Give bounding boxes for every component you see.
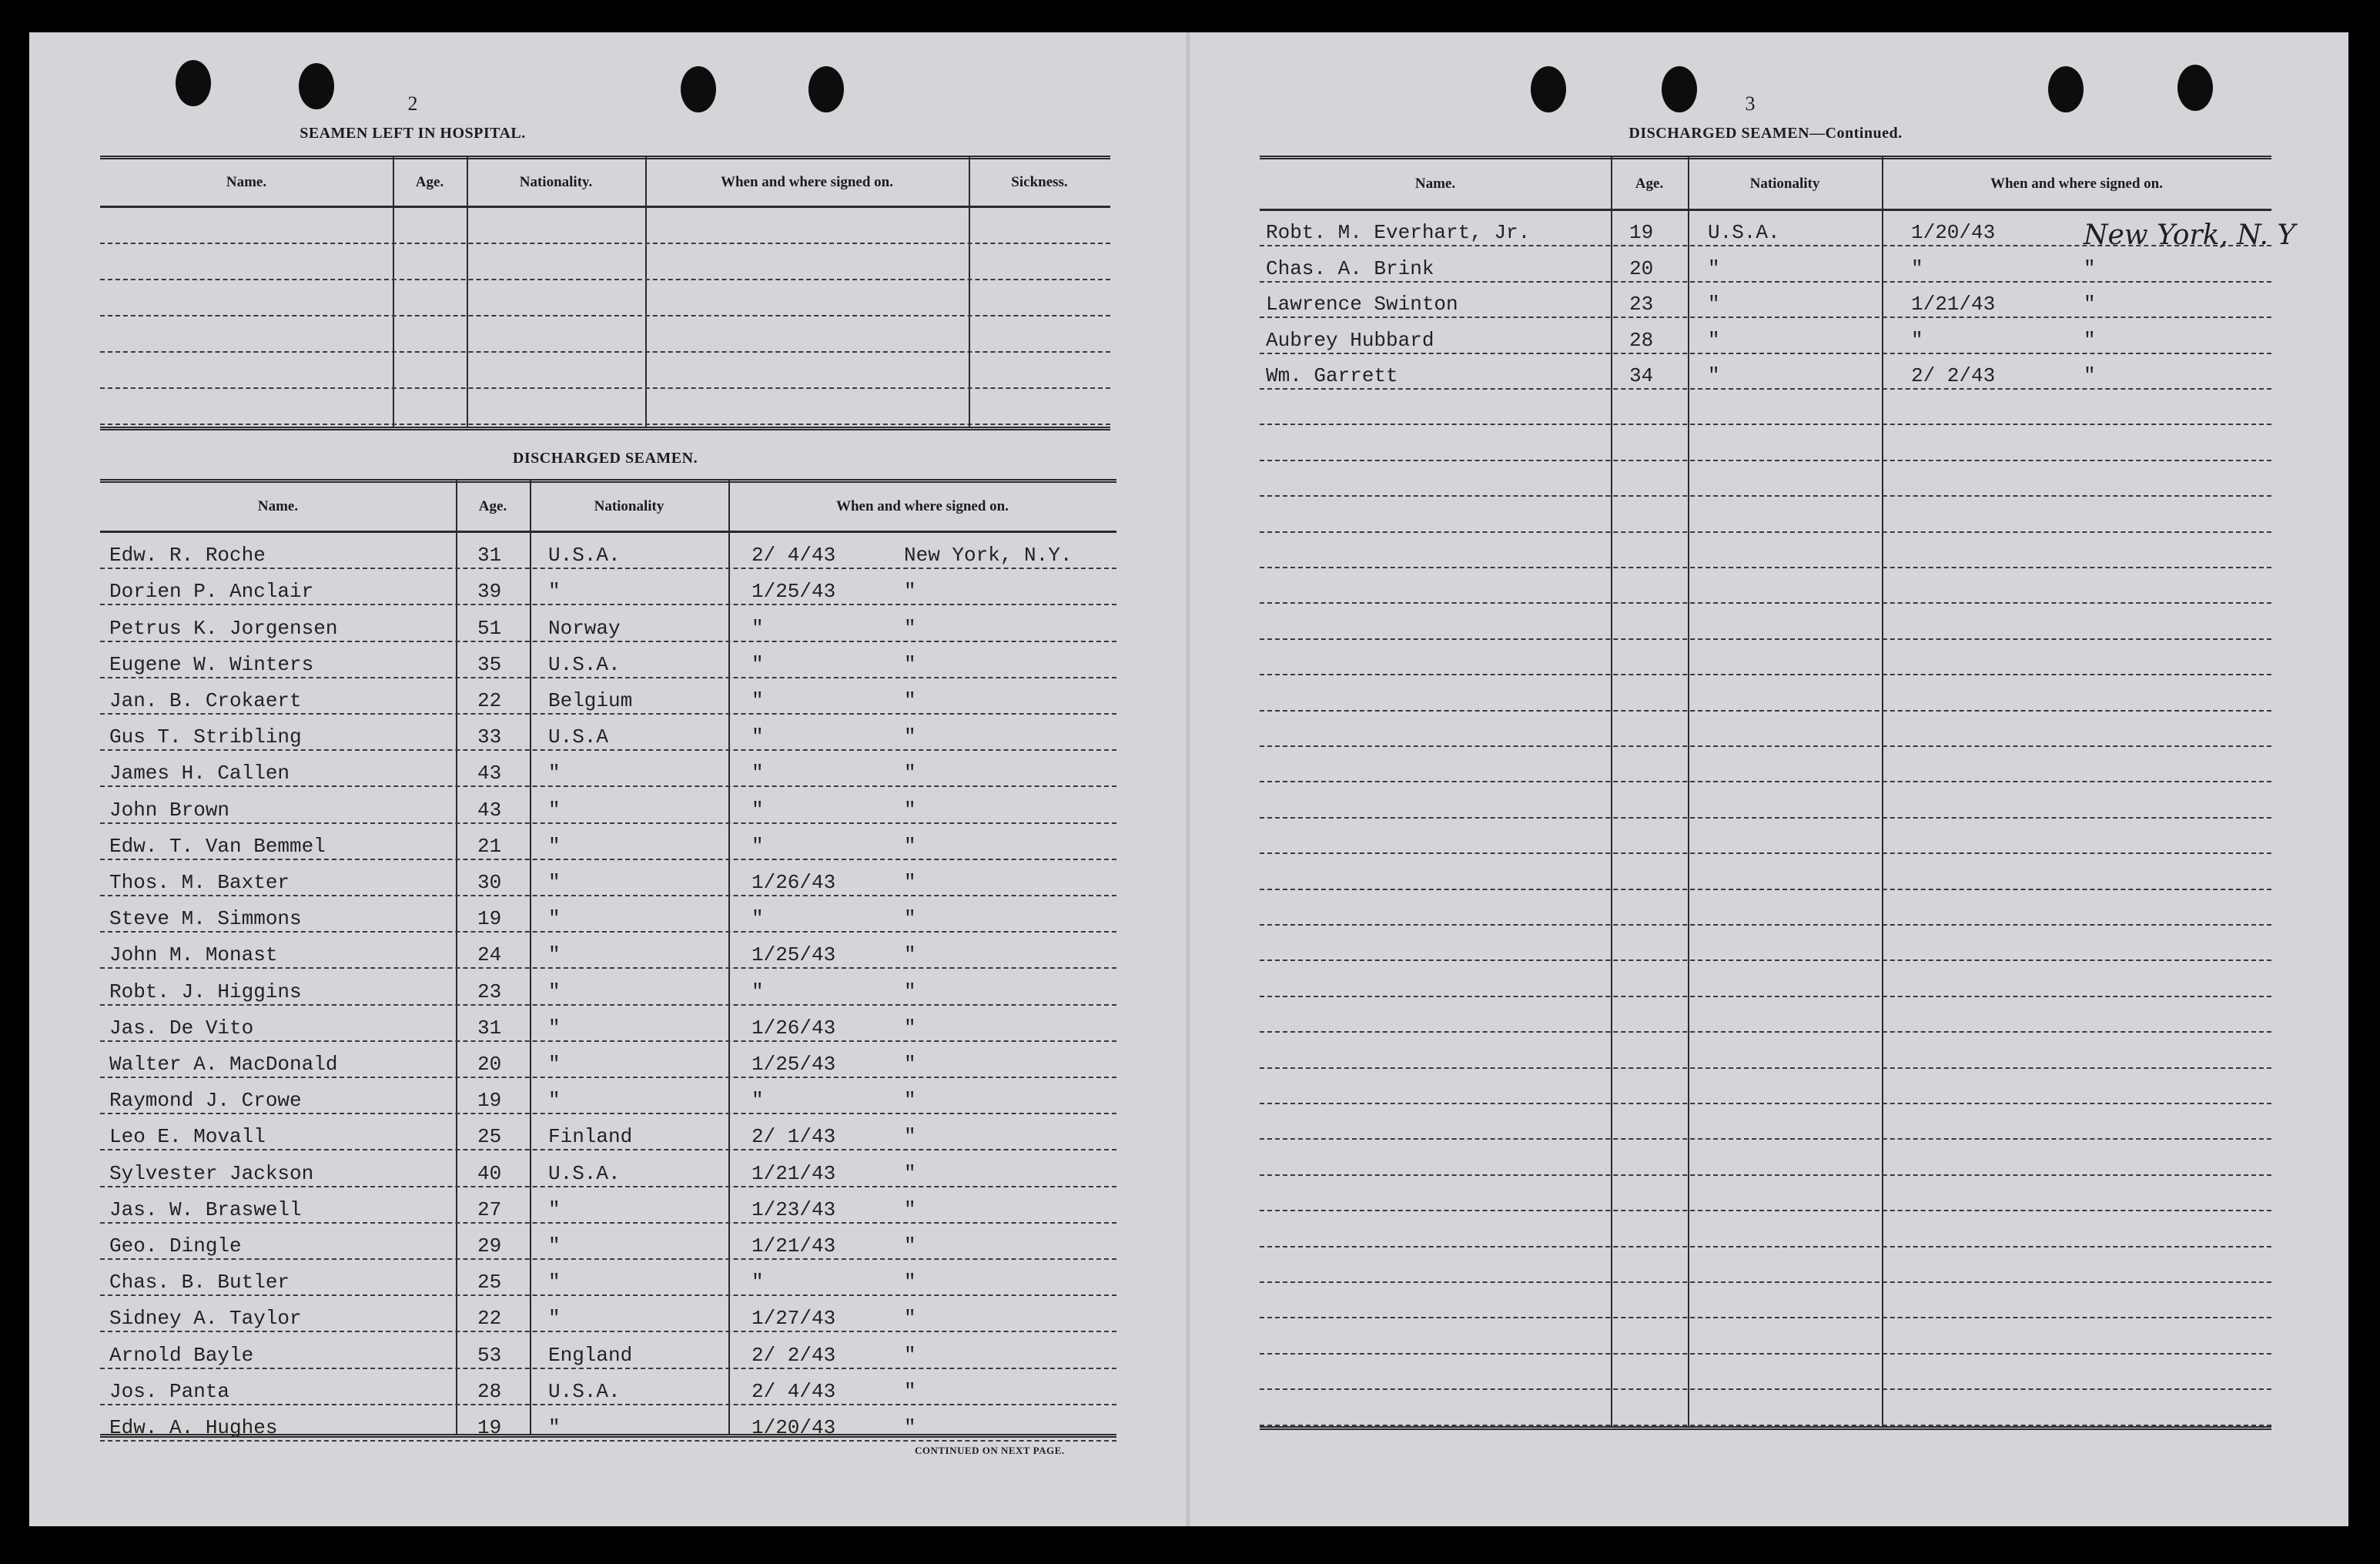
signed-on-date: 1/20/43 — [1911, 221, 1996, 245]
seaman-nationality: Belgium — [548, 688, 633, 712]
seaman-age: 20 — [477, 1052, 502, 1076]
continued-section-title: DISCHARGED SEAMEN—Continued. — [1629, 125, 1903, 142]
seaman-nationality: " — [548, 907, 561, 931]
seaman-age: 51 — [477, 616, 502, 640]
seaman-age: 53 — [477, 1343, 502, 1367]
seaman-name: Robt. J. Higgins — [109, 980, 302, 1003]
signed-on-date: " — [751, 834, 764, 858]
signed-on-date: 1/25/43 — [751, 1052, 836, 1076]
seaman-nationality: " — [548, 1271, 561, 1294]
seaman-name: Arnold Bayle — [109, 1343, 254, 1367]
seaman-nationality: " — [548, 1415, 561, 1439]
table-row — [100, 1332, 1116, 1368]
seaman-nationality: U.S.A. — [548, 652, 621, 676]
seaman-nationality: " — [548, 1089, 561, 1113]
header-signed-on: When and where signed on. — [1990, 176, 2163, 192]
table-row — [1260, 533, 2271, 568]
seaman-name: John M. Monast — [109, 943, 278, 967]
signed-on-place: " — [2084, 328, 2096, 352]
signed-on-place: " — [2084, 256, 2096, 280]
signed-on-date: 1/21/43 — [751, 1161, 836, 1185]
signed-on-date: 1/23/43 — [751, 1197, 836, 1221]
right-page — [1260, 85, 2296, 1471]
seaman-age: 25 — [477, 1125, 502, 1149]
signed-on-date: 1/25/43 — [751, 580, 836, 604]
table-row — [1260, 961, 2271, 996]
header-nationality: Nationality — [1749, 176, 1820, 192]
continued-table — [1260, 156, 2296, 1449]
signed-on-place: " — [2084, 293, 2096, 316]
seaman-nationality: U.S.A. — [548, 1379, 621, 1403]
table-row — [1260, 246, 2271, 282]
seaman-age: 34 — [1629, 363, 1654, 387]
continued-footnote: CONTINUED ON NEXT PAGE. — [915, 1445, 1065, 1456]
table-row — [100, 316, 1110, 353]
continued-bottom-rule — [1260, 1426, 2271, 1430]
seaman-name: Walter A. MacDonald — [109, 1052, 338, 1076]
table-row — [100, 244, 1110, 280]
signed-on-date: 2/ 4/43 — [751, 1379, 836, 1403]
signed-on-date: 2/ 2/43 — [1911, 363, 1996, 387]
seaman-name: Chas. A. Brink — [1266, 256, 1434, 280]
discharged-table — [100, 479, 1116, 1457]
signed-on-place: " — [904, 652, 916, 676]
seaman-age: 22 — [477, 1307, 502, 1331]
table-row — [100, 1224, 1116, 1260]
seaman-name: Jas. De Vito — [109, 1016, 254, 1040]
hospital-bottom-rule — [100, 427, 1110, 430]
seaman-nationality: " — [1708, 293, 1720, 316]
table-row — [1260, 354, 2271, 390]
table-row — [1260, 1176, 2271, 1211]
signed-on-place: " — [904, 1379, 916, 1403]
seaman-name: Gus T. Stribling — [109, 725, 302, 749]
seaman-age: 39 — [477, 580, 502, 604]
seaman-nationality: " — [548, 834, 561, 858]
table-row — [100, 969, 1116, 1005]
signed-on-place: New York, N. Y — [2084, 219, 2296, 252]
table-row — [100, 1006, 1116, 1042]
table-row — [1260, 497, 2271, 532]
signed-on-date: 2/ 4/43 — [751, 544, 836, 568]
signed-on-place: " — [904, 1234, 916, 1258]
seaman-name: Robt. M. Everhart, Jr. — [1266, 221, 1531, 245]
table-row — [100, 1042, 1116, 1078]
seaman-age: 21 — [477, 834, 502, 858]
table-row — [1260, 782, 2271, 818]
seaman-nationality: U.S.A. — [548, 544, 621, 568]
seaman-age: 40 — [477, 1161, 502, 1185]
seaman-nationality: " — [548, 1234, 561, 1258]
seaman-age: 43 — [477, 798, 502, 822]
signed-on-place: " — [904, 725, 916, 749]
header-signed-on: When and where signed on. — [720, 174, 893, 190]
seaman-nationality: U.S.A. — [1708, 221, 1780, 245]
signed-on-date: 1/27/43 — [751, 1307, 836, 1331]
seaman-nationality: " — [548, 980, 561, 1003]
table-row — [1260, 425, 2271, 460]
signed-on-place: " — [904, 1271, 916, 1294]
signed-on-date: " — [751, 907, 764, 931]
header-name: Name. — [257, 498, 299, 514]
signed-on-place: " — [904, 870, 916, 894]
seaman-name: Sidney A. Taylor — [109, 1307, 302, 1331]
page-number: 3 — [1745, 92, 1756, 115]
signed-on-date: " — [751, 652, 764, 676]
header-age: Age. — [415, 174, 444, 190]
seaman-name: Raymond J. Crowe — [109, 1089, 302, 1113]
left-page — [100, 85, 1110, 1471]
table-row — [100, 933, 1116, 969]
seaman-age: 27 — [477, 1197, 502, 1221]
seaman-name: Geo. Dingle — [109, 1234, 242, 1258]
seaman-name: Petrus K. Jorgensen — [109, 616, 338, 640]
seaman-age: 22 — [477, 688, 502, 712]
seaman-age: 33 — [477, 725, 502, 749]
seaman-age: 19 — [477, 1089, 502, 1113]
table-row — [100, 1078, 1116, 1114]
seaman-name: Thos. M. Baxter — [109, 870, 290, 894]
center-fold — [1186, 32, 1190, 1526]
table-row — [100, 715, 1116, 751]
header-sickness: Sickness. — [1011, 174, 1068, 190]
signed-on-place: " — [904, 1089, 916, 1113]
seaman-nationality: " — [548, 1016, 561, 1040]
table-row — [100, 569, 1116, 605]
table-row — [1260, 712, 2271, 747]
seaman-age: 23 — [1629, 293, 1654, 316]
seaman-nationality: U.S.A — [548, 725, 609, 749]
table-row — [100, 896, 1116, 933]
table-row — [1260, 318, 2271, 353]
seaman-age: 29 — [477, 1234, 502, 1258]
signed-on-date: 1/26/43 — [751, 870, 836, 894]
discharged-section-title: DISCHARGED SEAMEN. — [512, 450, 698, 467]
seaman-name: Edw. T. Van Bemmel — [109, 834, 326, 858]
table-row — [1260, 1104, 2271, 1140]
seaman-nationality: " — [548, 943, 561, 967]
seaman-name: Eugene W. Winters — [109, 652, 314, 676]
table-row — [1260, 1248, 2271, 1283]
seaman-name: James H. Callen — [109, 762, 290, 785]
seaman-age: 19 — [477, 1415, 502, 1439]
header-nationality: Nationality — [594, 498, 664, 514]
signed-on-date: " — [751, 980, 764, 1003]
signed-on-place: " — [904, 1415, 916, 1439]
seaman-nationality: " — [1708, 256, 1720, 280]
table-row — [100, 1369, 1116, 1405]
seaman-age: 28 — [477, 1379, 502, 1403]
header-name: Name. — [226, 174, 267, 190]
signed-on-date: 1/21/43 — [1911, 293, 1996, 316]
seaman-age: 30 — [477, 870, 502, 894]
signed-on-place: " — [904, 1016, 916, 1040]
seaman-nationality: " — [548, 1197, 561, 1221]
signed-on-date: " — [751, 616, 764, 640]
table-row — [1260, 640, 2271, 675]
seaman-name: John Brown — [109, 798, 230, 822]
seaman-nationality: " — [548, 580, 561, 604]
signed-on-place: " — [904, 907, 916, 931]
seaman-age: 31 — [477, 544, 502, 568]
table-row — [100, 860, 1116, 896]
seaman-name: Jan. B. Crokaert — [109, 688, 302, 712]
seaman-age: 35 — [477, 652, 502, 676]
signed-on-place: " — [904, 1197, 916, 1221]
header-age: Age. — [1635, 176, 1664, 192]
seaman-name: Steve M. Simmons — [109, 907, 302, 931]
header-nationality: Nationality. — [519, 174, 593, 190]
table-row — [100, 605, 1116, 641]
signed-on-date: " — [1911, 328, 1923, 352]
signed-on-place: " — [904, 1307, 916, 1331]
table-row — [100, 389, 1110, 425]
table-row — [100, 1296, 1116, 1332]
table-row — [1260, 461, 2271, 497]
table-row — [1260, 997, 2271, 1033]
table-row — [1260, 1211, 2271, 1247]
signed-on-date: " — [751, 1271, 764, 1294]
table-row — [100, 1187, 1116, 1224]
signed-on-date: 2/ 1/43 — [751, 1125, 836, 1149]
page-number: 2 — [407, 92, 418, 115]
signed-on-date: 1/21/43 — [751, 1234, 836, 1258]
header-signed-on: When and where signed on. — [835, 498, 1009, 514]
signed-on-date: " — [751, 725, 764, 749]
seaman-nationality: U.S.A. — [548, 1161, 621, 1185]
signed-on-date: " — [751, 688, 764, 712]
seaman-nationality: " — [548, 798, 561, 822]
table-row — [100, 787, 1116, 823]
table-row — [1260, 1033, 2271, 1068]
seaman-age: 31 — [477, 1016, 502, 1040]
seaman-nationality: Norway — [548, 616, 621, 640]
signed-on-date: " — [1911, 256, 1923, 280]
seaman-name: Chas. B. Butler — [109, 1271, 290, 1294]
seaman-age: 23 — [477, 980, 502, 1003]
seaman-nationality: England — [548, 1343, 633, 1367]
signed-on-place: " — [904, 798, 916, 822]
signed-on-place: " — [904, 834, 916, 858]
discharged-bottom-rule — [100, 1434, 1116, 1438]
table-row — [1260, 568, 2271, 604]
seaman-name: Wm. Garrett — [1266, 363, 1398, 387]
table-row — [1260, 211, 2296, 252]
header-age: Age. — [478, 498, 507, 514]
header-name: Name. — [1414, 176, 1456, 192]
continued-table-header — [1260, 156, 2271, 211]
signed-on-place: " — [904, 616, 916, 640]
seaman-age: 19 — [1629, 221, 1654, 245]
table-row — [1260, 390, 2271, 425]
table-row — [100, 1150, 1116, 1187]
signed-on-place: " — [904, 688, 916, 712]
signed-on-date: 2/ 2/43 — [751, 1343, 836, 1367]
signed-on-place: " — [904, 1343, 916, 1367]
table-row — [100, 1260, 1116, 1296]
seaman-name: Edw. R. Roche — [109, 544, 266, 568]
table-row — [1260, 819, 2271, 854]
table-row — [100, 678, 1116, 715]
table-row — [1260, 1283, 2271, 1318]
seaman-name: Dorien P. Anclair — [109, 580, 314, 604]
signed-on-date: " — [751, 1089, 764, 1113]
signed-on-place: " — [904, 1052, 916, 1076]
table-row — [100, 533, 1116, 569]
table-row — [100, 208, 1110, 244]
table-row — [1260, 1390, 2271, 1425]
seaman-nationality: " — [1708, 328, 1720, 352]
table-row — [1260, 890, 2271, 926]
seaman-nationality: " — [548, 762, 561, 785]
table-row — [1260, 926, 2271, 961]
seaman-age: 43 — [477, 762, 502, 785]
table-row — [1260, 747, 2271, 782]
seaman-age: 25 — [477, 1271, 502, 1294]
signed-on-place: " — [904, 980, 916, 1003]
table-row — [100, 1114, 1116, 1150]
seaman-age: 24 — [477, 943, 502, 967]
signed-on-date: " — [751, 798, 764, 822]
signed-on-place: " — [904, 1125, 916, 1149]
signed-on-date: 1/20/43 — [751, 1415, 836, 1439]
seaman-nationality: " — [548, 1307, 561, 1331]
seaman-name: Leo E. Movall — [109, 1125, 266, 1149]
hospital-table-header — [100, 156, 1110, 208]
table-row — [100, 751, 1116, 787]
seaman-name: Aubrey Hubbard — [1266, 328, 1434, 352]
table-row — [1260, 604, 2271, 639]
signed-on-date: " — [751, 762, 764, 785]
seaman-name: Lawrence Swinton — [1266, 293, 1458, 316]
seaman-name: Edw. A. Hughes — [109, 1415, 278, 1439]
signed-on-place: " — [904, 1161, 916, 1185]
signed-on-place: " — [904, 580, 916, 604]
table-row — [1260, 854, 2271, 889]
seaman-name: Sylvester Jackson — [109, 1161, 314, 1185]
seaman-age: 28 — [1629, 328, 1654, 352]
table-row — [1260, 283, 2271, 318]
signed-on-place: " — [2084, 363, 2096, 387]
signed-on-date: 1/26/43 — [751, 1016, 836, 1040]
hospital-section-title: SEAMEN LEFT IN HOSPITAL. — [300, 125, 526, 142]
seaman-age: 20 — [1629, 256, 1654, 280]
seaman-age: 19 — [477, 907, 502, 931]
table-row — [100, 353, 1110, 389]
table-row — [1260, 1069, 2271, 1104]
table-row — [1260, 1318, 2271, 1354]
signed-on-place: " — [904, 943, 916, 967]
seaman-name: Jas. W. Braswell — [109, 1197, 302, 1221]
signed-on-date: 1/25/43 — [751, 943, 836, 967]
table-row — [1260, 1140, 2271, 1175]
seaman-nationality: " — [548, 1052, 561, 1076]
table-row — [100, 280, 1110, 316]
seaman-nationality: Finland — [548, 1125, 633, 1149]
seaman-nationality: " — [1708, 363, 1720, 387]
seaman-nationality: " — [548, 870, 561, 894]
signed-on-place: New York, N.Y. — [904, 544, 1073, 568]
discharged-table-header — [100, 479, 1116, 533]
table-row — [1260, 1355, 2271, 1390]
seaman-name: Jos. Panta — [109, 1379, 230, 1403]
table-row — [1260, 675, 2271, 711]
table-row — [100, 642, 1116, 678]
table-row — [100, 824, 1116, 860]
signed-on-place: " — [904, 762, 916, 785]
